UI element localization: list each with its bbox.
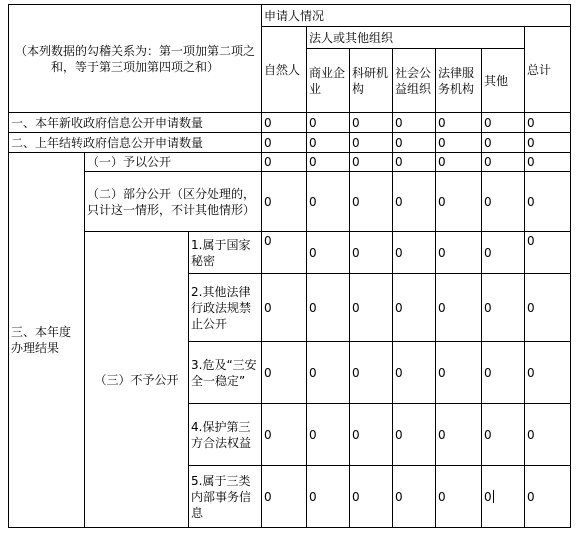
- table-row: [9, 133, 571, 153]
- cell-value: 0: [262, 404, 307, 466]
- commercial-header: 商业企业: [307, 49, 350, 113]
- table-row: [9, 172, 571, 232]
- cell-value: 0: [525, 133, 571, 153]
- cell-value: 0: [262, 113, 307, 133]
- cell-value: 0: [350, 172, 393, 232]
- row-label-not-open: （三）不予公开: [85, 232, 189, 528]
- cell-value: 0: [436, 133, 482, 153]
- table-row: [9, 153, 571, 172]
- cell-value: 0: [482, 232, 525, 274]
- cell-value: 0: [525, 274, 571, 342]
- cell-value: 0: [307, 172, 350, 232]
- cell-value: 0: [393, 342, 436, 404]
- cell-value: 0: [436, 113, 482, 133]
- cell-value: 0: [393, 133, 436, 153]
- cell-value: 0: [436, 274, 482, 342]
- row-label-state-secret: 1.属于国家秘密: [189, 232, 262, 274]
- cell-value: 0: [350, 404, 393, 466]
- cell-value: 0: [350, 113, 393, 133]
- cell-value: 0: [393, 153, 436, 172]
- formula-note: （本列数据的勾稽关系为：第一项加第二项之和，等于第三项加第四项之和）: [14, 43, 255, 74]
- applicant-situation-header: 申请人情况: [262, 5, 571, 27]
- legal-org-header: 法人或其他组织: [307, 27, 525, 49]
- natural-person-header: 自然人: [262, 27, 307, 113]
- cell-value: 0: [350, 466, 393, 528]
- cell-value: 0: [307, 113, 350, 133]
- cell-value: 0: [436, 172, 482, 232]
- cell-value: 0: [482, 153, 525, 172]
- cell-value: 0: [482, 172, 525, 232]
- cell-value: 0: [307, 342, 350, 404]
- cell-value: 0: [436, 153, 482, 172]
- cell-value: 0: [262, 466, 307, 528]
- row-label-grant-open: （一）予以公开: [85, 153, 262, 172]
- row-label-law-prohibit: 2.其他法律行政法规禁止公开: [189, 274, 262, 342]
- row-label-three-security: 3.危及“三安全一稳定”: [189, 342, 262, 404]
- cell-value: 0: [482, 133, 525, 153]
- cell-value: 0: [262, 153, 307, 172]
- cell-value: 0: [350, 153, 393, 172]
- cell-value: 0: [350, 133, 393, 153]
- row-label-third-party: 4.保护第三方合法权益: [189, 404, 262, 466]
- cell-value: 0: [525, 153, 571, 172]
- cell-value: 0: [393, 113, 436, 133]
- cell-value: 0: [484, 489, 492, 504]
- cell-value: 0: [307, 466, 350, 528]
- row-label-partial-open: （二）部分公开（区分处理的，只计这一情形，不计其他情形）: [85, 172, 262, 232]
- cell-value: 0: [436, 342, 482, 404]
- cell-value: 0: [262, 172, 307, 232]
- table-row: [9, 113, 571, 133]
- cell-value: 0: [350, 274, 393, 342]
- research-header: 科研机构: [350, 49, 393, 113]
- cell-value: 0: [436, 466, 482, 528]
- cell-value: 0: [307, 232, 350, 274]
- table-row: [9, 232, 571, 274]
- government-info-disclosure-table: [8, 4, 571, 528]
- section-three-label: 三、本年度办理结果: [9, 153, 85, 528]
- cell-value: 0: [350, 232, 393, 274]
- header-row-1: [9, 5, 571, 27]
- legal-service-header: 法律服务机构: [436, 49, 482, 113]
- cell-value: 0: [525, 232, 571, 274]
- cell-value: 0: [482, 113, 525, 133]
- cell-value: 0: [262, 232, 307, 274]
- cell-value: 0: [525, 404, 571, 466]
- cell-value: 0: [525, 113, 571, 133]
- cell-value: 0: [262, 342, 307, 404]
- cell-value: 0: [482, 274, 525, 342]
- other-header: 其他: [482, 49, 525, 113]
- cell-value: 0: [393, 274, 436, 342]
- cell-value: 0: [307, 153, 350, 172]
- cell-value: 0: [436, 404, 482, 466]
- cell-value: 0: [436, 232, 482, 274]
- social-welfare-header: 社会公益组织: [393, 49, 436, 113]
- cell-value: 0: [525, 342, 571, 404]
- row-label-internal-affairs: 5.属于三类内部事务信息: [189, 466, 262, 528]
- cell-value: 0: [393, 172, 436, 232]
- cell-value: 0: [262, 274, 307, 342]
- cell-value: 0: [525, 172, 571, 232]
- cell-value: 0: [482, 342, 525, 404]
- cell-value: 0: [393, 404, 436, 466]
- cell-value: 0: [393, 232, 436, 274]
- total-header: 总计: [525, 27, 571, 113]
- cell-value: 0: [525, 466, 571, 528]
- cell-value: 0: [262, 133, 307, 153]
- formula-note-cell: [9, 5, 262, 113]
- row-label-new-requests: 一、本年新收政府信息公开申请数量: [9, 113, 262, 133]
- cell-value: 0: [307, 404, 350, 466]
- cell-value: 0: [482, 404, 525, 466]
- row-label-carried-over: 二、上年结转政府信息公开申请数量: [9, 133, 262, 153]
- cell-value: 0: [307, 274, 350, 342]
- other-cell-editing[interactable]: [482, 466, 525, 528]
- cell-value: 0: [350, 342, 393, 404]
- cell-value: 0: [393, 466, 436, 528]
- cell-value: 0: [307, 133, 350, 153]
- text-cursor: [493, 490, 494, 503]
